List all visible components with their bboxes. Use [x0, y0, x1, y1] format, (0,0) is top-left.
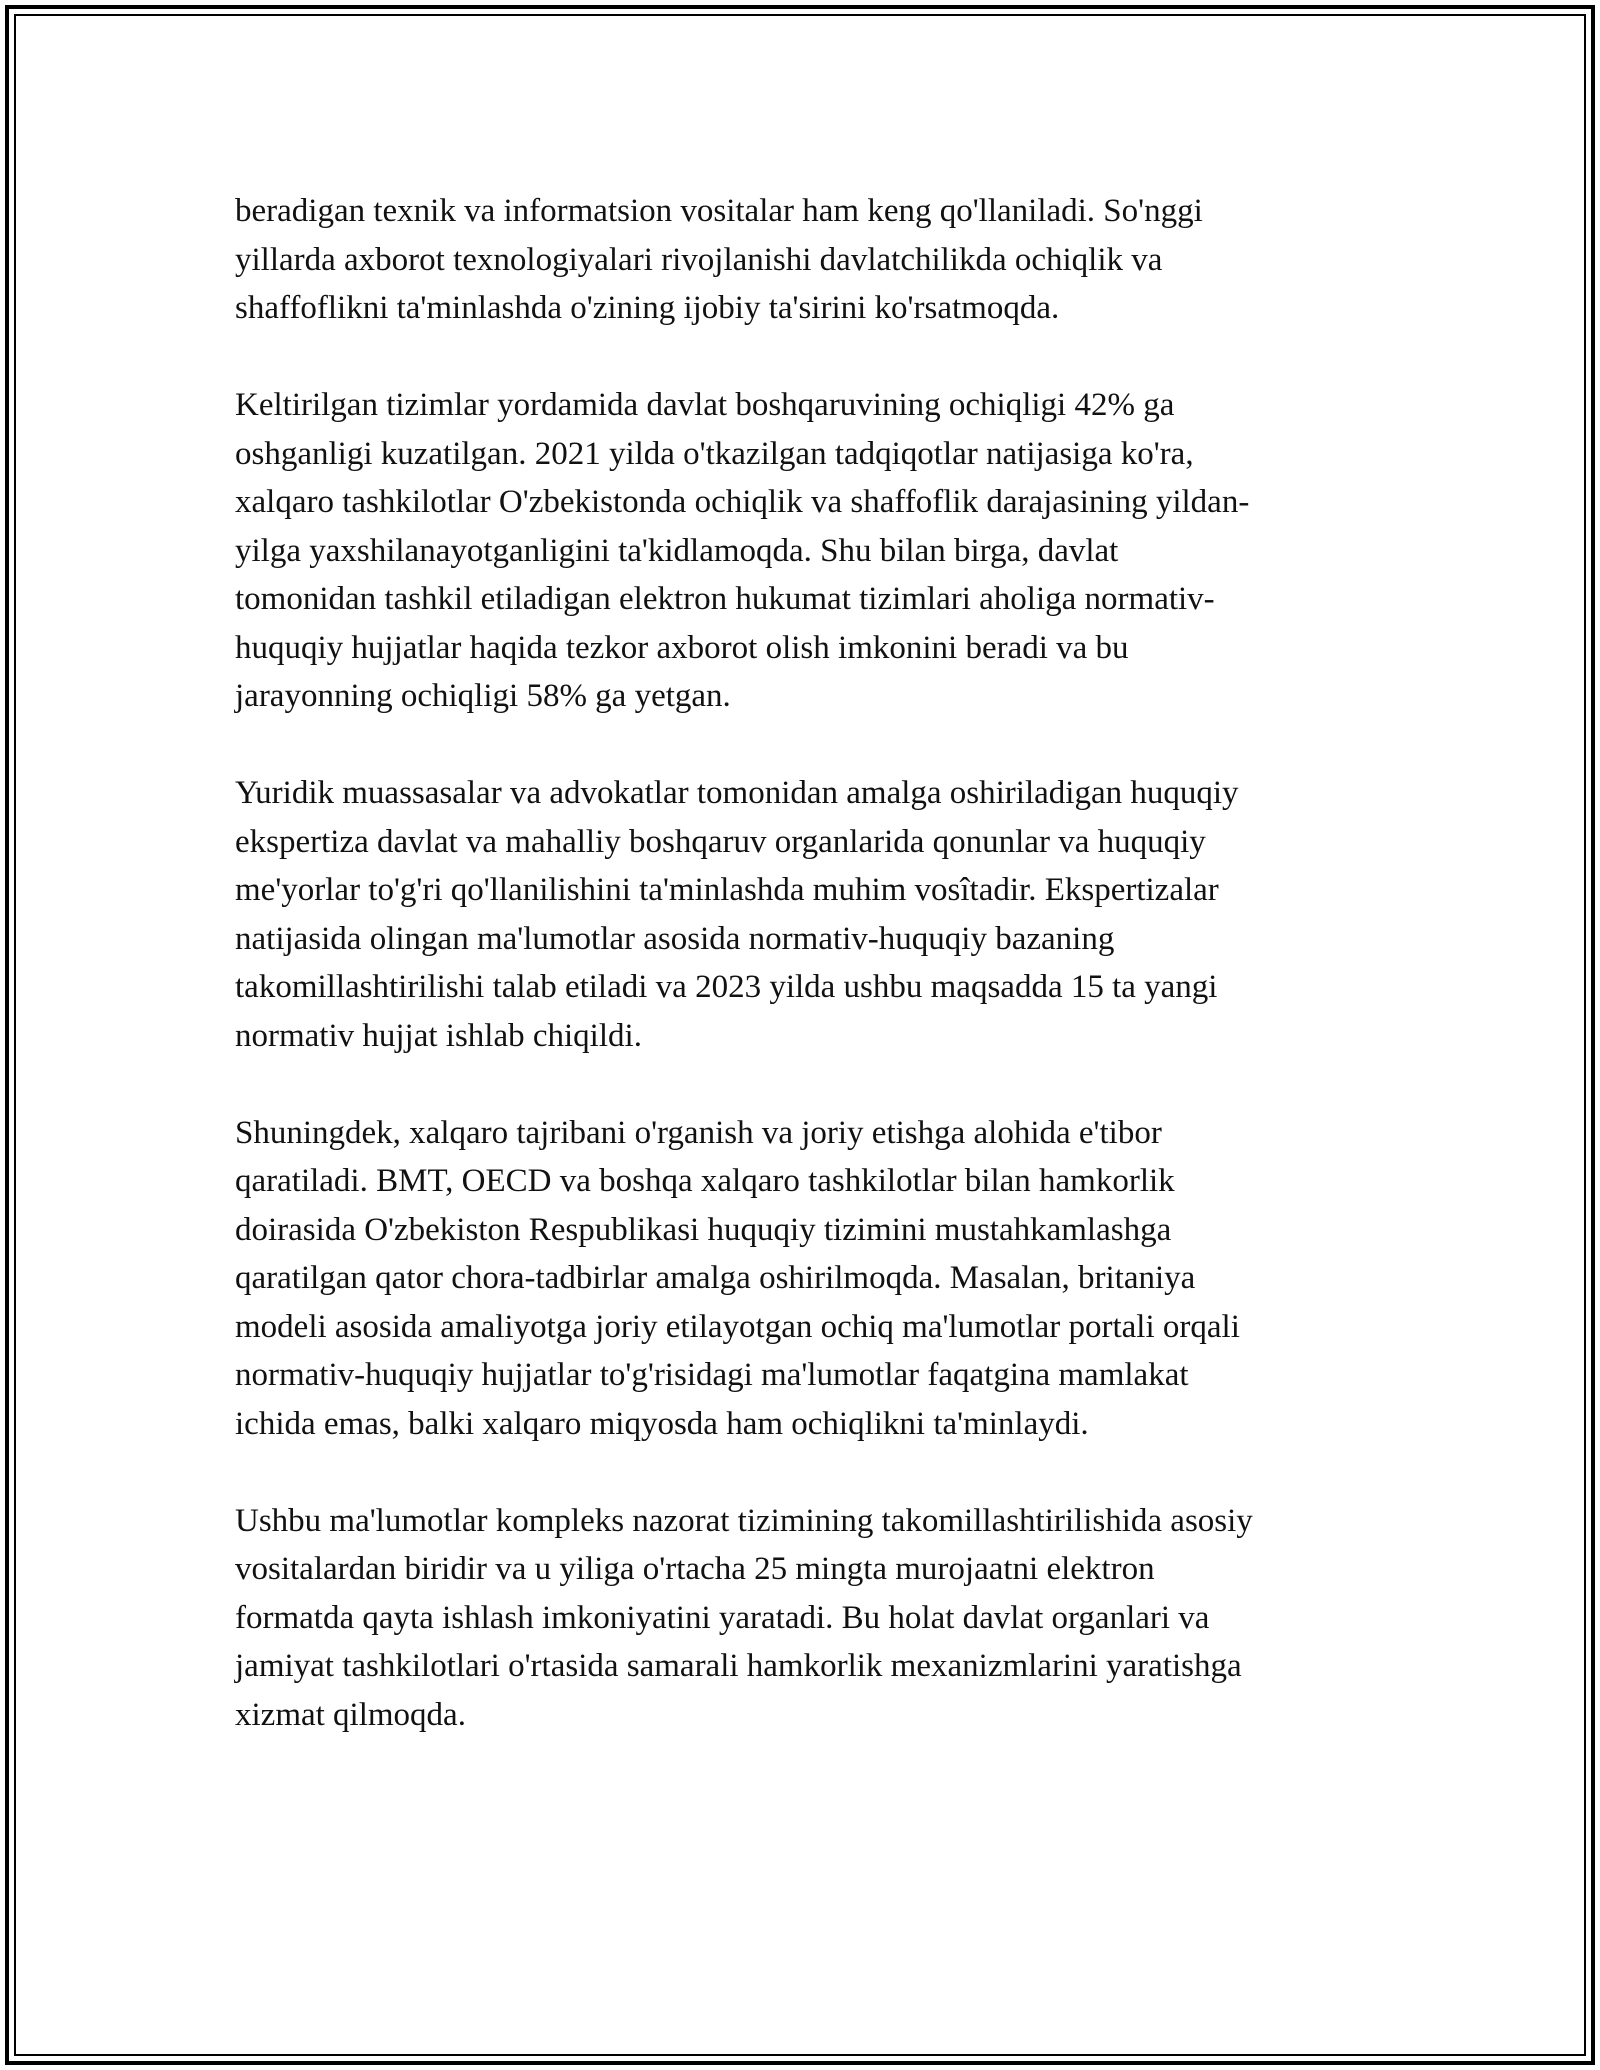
text-line: qaratilgan qator chora-tadbirlar amalga oshirilmoqda. Masalan, britaniya: [235, 1260, 1196, 1296]
text-line: ichida emas, balki xalqaro miqyosda ham ochiqlikni ta'minlaydi.: [235, 1405, 1089, 1442]
text-line: vositalardan biridir va u yiliga o'rtacha 25 mingta murojaatni elektron: [235, 1551, 1155, 1587]
text-line: ekspertiza davlat va mahalliy boshqaruv organlarida qonunlar va huquqiy: [235, 823, 1206, 860]
text-line: shaffoflikni ta'minlashda o'zining ijobiy ta'sirini ko'rsatmoqda.: [235, 290, 1060, 326]
text-line: huquqiy hujjatlar haqida tezkor axborot olish imkonini beradi va bu: [235, 629, 1129, 666]
text-line: xizmat qilmoqda.: [235, 1696, 466, 1733]
paragraph-5: [235, 1497, 1375, 1740]
text-line: Shuningdek, xalqaro tajribani o'rganish va joriy etishga alohida e'tibor: [235, 1114, 1162, 1151]
text-line: oshganligi kuzatilgan. 2021 yilda o'tkazilgan tadqiqotlar natijasiga ko'ra,: [235, 435, 1194, 472]
text-line: qaratiladi. BMT, OECD va boshqa xalqaro tashkilotlar bilan hamkorlik: [235, 1163, 1175, 1199]
text-line: formatda qayta ishlash imkoniyatini yaratadi. Bu holat davlat organlari va: [235, 1599, 1210, 1636]
text-line: Keltirilgan tizimlar yordamida davlat boshqaruvining ochiqligi 42% ga: [235, 387, 1175, 423]
text-line: normativ-huquqiy hujjatlar to'g'risidagi ma'lumotlar faqatgina mamlakat: [235, 1357, 1189, 1393]
document-body: [235, 187, 1375, 1788]
text-line: jamiyat tashkilotlari o'rtasida samarali hamkorlik mexanizmlarini yaratishga: [235, 1648, 1242, 1684]
text-line: tomonidan tashkil etiladigan elektron hukumat tizimlari aholiga normativ-: [235, 581, 1215, 617]
text-line: me'yorlar to'g'ri qo'llanilishini ta'minlashda muhim vosîtadir. Ekspertizalar: [235, 872, 1219, 908]
text-line: beradigan texnik va informatsion vositalar ham keng qo'llaniladi. So'nggi: [235, 193, 1203, 229]
text-line: yillarda axborot texnologiyalari rivojlanishi davlatchilikda ochiqlik va: [235, 241, 1163, 278]
text-line: modeli asosida amaliyotga joriy etilayotgan ochiq ma'lumotlar portali orqali: [235, 1308, 1240, 1345]
text-line: Yuridik muassasalar va advokatlar tomonidan amalga oshiriladigan huquqiy: [235, 775, 1239, 811]
paragraph-3: [235, 769, 1375, 1060]
paragraph-2: [235, 381, 1375, 721]
text-line: xalqaro tashkilotlar O'zbekistonda ochiqlik va shaffoflik darajasining yildan-: [235, 484, 1250, 520]
text-line: takomillashtirilishi talab etiladi va 2023 yilda ushbu maqsadda 15 ta yangi: [235, 969, 1218, 1005]
text-line: yilga yaxshilanayotganligini ta'kidlamoqda. Shu bilan birga, davlat: [235, 532, 1119, 569]
text-line: normativ hujjat ishlab chiqildi.: [235, 1017, 642, 1054]
paragraph-1: [235, 187, 1375, 333]
text-line: doirasida O'zbekiston Respublikasi huquqiy tizimini mustahkamlashga: [235, 1211, 1172, 1248]
text-line: Ushbu ma'lumotlar kompleks nazorat tizimining takomillashtirilishida asosiy: [235, 1502, 1253, 1539]
text-line: natijasida olingan ma'lumotlar asosida normativ-huquqiy bazaning: [235, 920, 1115, 957]
text-line: jarayonning ochiqligi 58% ga yetgan.: [235, 678, 731, 714]
paragraph-4: [235, 1109, 1375, 1449]
